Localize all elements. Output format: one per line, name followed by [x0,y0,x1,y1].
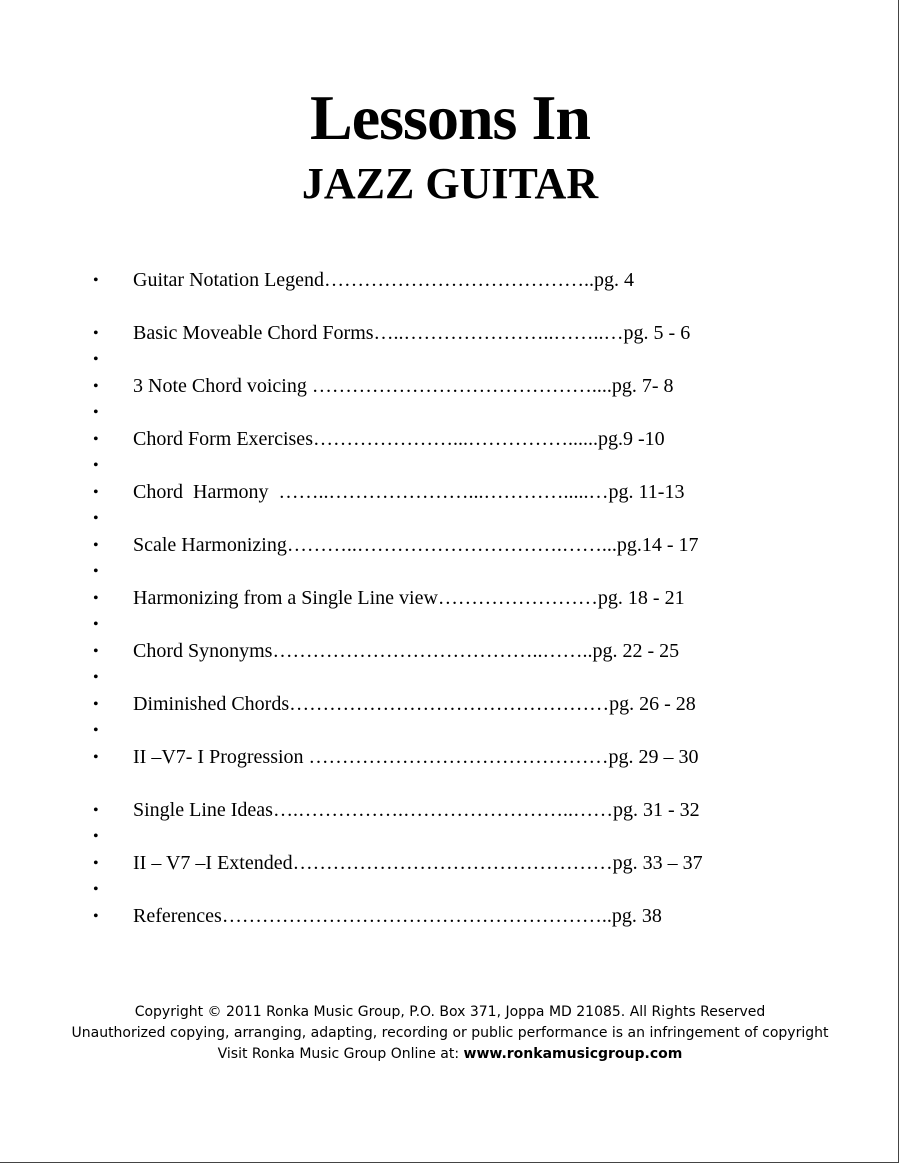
toc-entry: References…………………………………………………..pg. 38 [133,905,662,927]
toc-bullet: • [93,431,99,448]
toc-entry: 3 Note Chord voicing ……………………………………....pg. 7- 8 [133,375,674,397]
toc-bullet: • [93,272,99,289]
footer-url-link[interactable]: www.ronkamusicgroup.com [463,1046,683,1062]
toc-entry: Chord Harmony ……..…………………...………….....…pg. 11-13 [133,481,685,503]
toc-bullet: • [93,802,99,819]
toc-empty-bullet: • [93,881,99,898]
toc-bullet: • [93,590,99,607]
footer [0,1002,900,1065]
toc-empty-bullet: • [93,669,99,686]
toc-bullet: • [93,537,99,554]
toc-bullet: • [93,325,99,342]
toc-bullet: • [93,643,99,660]
toc-bullet: • [93,696,99,713]
toc-entry: Chord Synonyms…………………………………..……..pg. 22 - 25 [133,640,680,662]
toc-empty-bullet: • [93,828,99,845]
toc-entry: Single Line Ideas….…………….……………………..……pg. 31 - 32 [133,799,700,821]
toc-bullet: • [93,484,99,501]
toc-bullet: • [93,855,99,872]
toc-entry: Diminished Chords…………………………………………pg. 26 - 28 [133,693,696,715]
toc-empty-bullet: • [93,722,99,739]
footer-visit [0,1044,900,1065]
toc-bullet: • [93,378,99,395]
toc-entry: Harmonizing from a Single Line view……………………pg. 18 - 21 [133,587,685,609]
toc-empty-bullet: • [93,404,99,421]
page-subtitle: JAZZ GUITAR [301,159,599,208]
toc-empty-bullet: • [93,616,99,633]
toc-bullet: • [93,749,99,766]
footer-copyright: Copyright © 2011 Ronka Music Group, P.O. Box 371, Joppa MD 21085. All Rights Reserved [134,1004,766,1020]
footer-visit-label: Visit Ronka Music Group Online at: [217,1046,464,1062]
toc-bullet: • [93,908,99,925]
toc-entry: Chord Form Exercises…………………...……………......pg.9 -10 [133,428,665,450]
page-title: Lessons In [310,82,590,153]
toc-empty-bullet: • [93,457,99,474]
toc-empty-bullet: • [93,510,99,527]
toc-entry: Scale Harmonizing………..………………………….……...pg.14 - 17 [133,534,699,556]
footer-notice: Unauthorized copying, arranging, adapting, recording or public performance is an infringement of copyright [71,1025,829,1041]
toc-entry: Guitar Notation Legend…………………………………..pg. 4 [133,269,635,291]
toc-entry: II – V7 –I Extended…………………………………………pg. 33 – 37 [133,852,703,874]
toc-entry: Basic Moveable Chord Forms…..…………………..……..…pg. 5 - 6 [133,322,691,344]
toc-empty-bullet: • [93,351,99,368]
toc-entry: II –V7- I Progression ………………………………………pg. 29 – 30 [133,746,699,768]
toc-empty-bullet: • [93,563,99,580]
